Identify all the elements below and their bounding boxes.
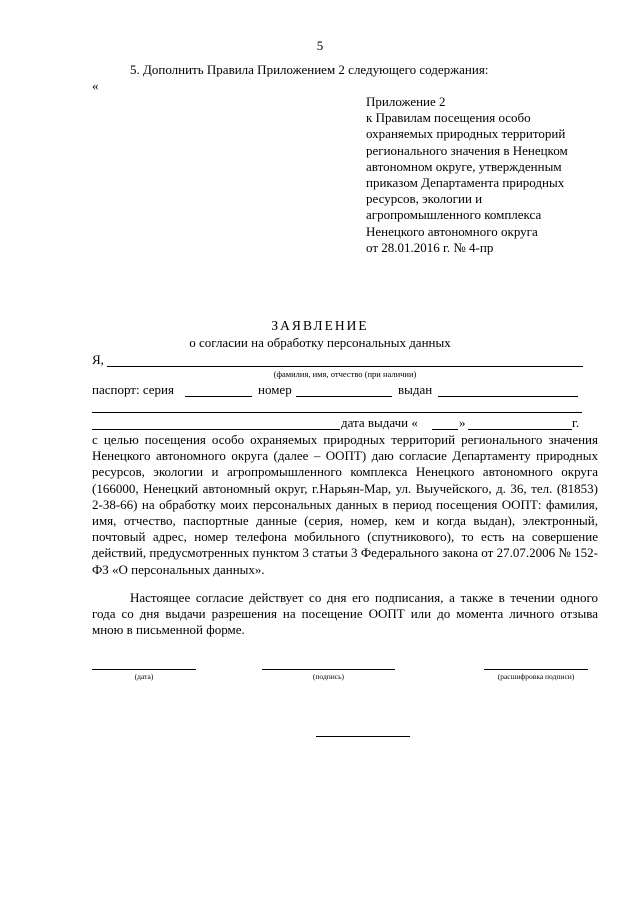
issued-by-continuation-field-2[interactable] xyxy=(92,429,340,430)
appendix-line: автономном округе, утвержденным xyxy=(366,158,562,174)
issue-date-quote-close: » xyxy=(459,415,466,430)
appendix-line: к Правилам посещения особо xyxy=(366,110,531,126)
intro-text: 5. Дополнить Правила Приложением 2 следующего содержания: xyxy=(130,62,489,77)
page-number: 5 xyxy=(316,38,324,53)
date-signature-field[interactable] xyxy=(92,669,196,670)
appendix-line: ресурсов, экологии и xyxy=(366,191,483,207)
signature-decode-field[interactable] xyxy=(484,669,588,670)
issue-year-suffix: г. xyxy=(572,415,580,430)
consent-text: с целью посещения особо охраняемых природных территорий регионального значения Ненецкого автономного округа (далее – ООПТ) даю согласие Департаменту природных ресурсов, экологии и агропромышленного комплекса Ненецкого автономного округа (166000, Ненецкий автономный округ, г.Нарьян-Мар, ул. Выучейского, д. 36, тел. (81853) 2-38-66) на обработку моих персональных данных в период посещения ООПТ: фамилия, имя, отчество, паспортные данные (серия, номер, кем и когда выдан), электронный, почтовый адрес, номер телефона мобильного (спутникового), то есть на совершение действий, предусмотренных пунктом 3 статьи 3 Федерального закона от 27.07.2006 № 152-ФЗ «О персональных данных». xyxy=(92,432,598,577)
document-title: ЗАЯВЛЕНИЕ xyxy=(271,318,369,333)
signature-hint: (подпись) xyxy=(312,672,345,681)
appendix-line: Приложение 2 xyxy=(366,94,446,109)
appendix-line: приказом Департамента природных xyxy=(366,175,565,191)
fio-hint: (фамилия, имя, отчество (при наличии) xyxy=(273,369,417,379)
validity-text: Настоящее согласие действует со дня его подписания, а также в течении одного года со дня выдачи разрешения на посещение ООПТ или до момента личного отзыва мною в письменной форме. xyxy=(92,590,598,638)
issue-day-field[interactable] xyxy=(432,429,458,430)
issue-month-field[interactable] xyxy=(468,429,572,430)
issued-label: выдан xyxy=(398,382,433,397)
i-label: Я, xyxy=(92,352,104,367)
open-quote: « xyxy=(92,78,99,93)
signature-field[interactable] xyxy=(262,669,395,670)
passport-issued-by-field[interactable] xyxy=(438,396,578,397)
number-label: номер xyxy=(258,382,292,397)
passport-label: паспорт: серия xyxy=(92,382,174,397)
passport-series-field[interactable] xyxy=(185,396,252,397)
issue-date-label: дата выдачи « xyxy=(341,415,418,430)
fio-field[interactable] xyxy=(107,366,583,367)
appendix-header xyxy=(366,94,568,256)
document-subtitle: о согласии на обработку персональных данных xyxy=(189,335,451,350)
appendix-line: от 28.01.2016 г. № 4-пр xyxy=(366,239,494,255)
issued-by-continuation-field[interactable] xyxy=(92,412,582,413)
date-hint: (дата) xyxy=(134,672,154,681)
bottom-separator xyxy=(316,736,410,737)
passport-number-field[interactable] xyxy=(296,396,392,397)
appendix-line: агропромышленного комплекса xyxy=(366,207,542,223)
decode-hint: (расшифровка подписи) xyxy=(497,672,575,681)
appendix-line: регионального значения в Ненецком xyxy=(366,142,568,158)
appendix-line: охраняемых природных территорий xyxy=(366,126,566,142)
appendix-line: Ненецкого автономного округа xyxy=(366,223,538,239)
